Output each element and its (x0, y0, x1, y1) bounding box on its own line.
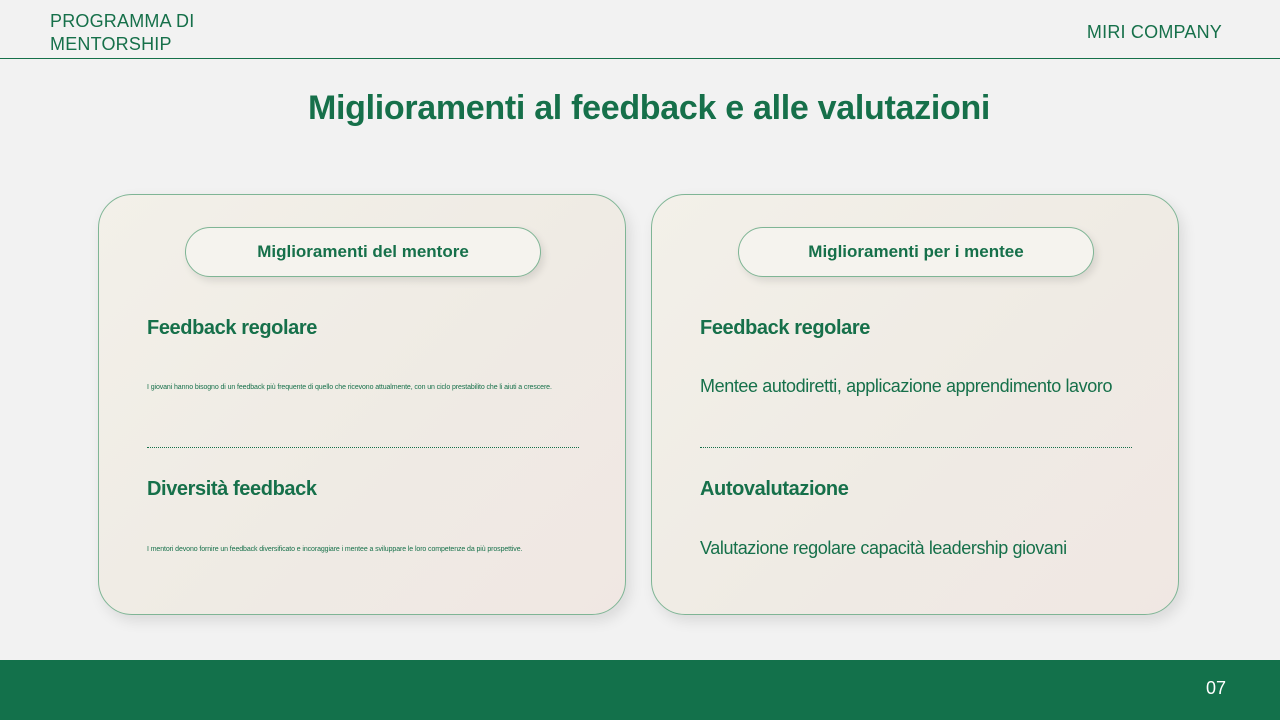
mentee-improvements-pill: Miglioramenti per i mentee (738, 227, 1094, 277)
section-heading: Feedback regolare (147, 317, 317, 339)
section-text: I mentori devono fornire un feedback diversificato e incoraggiare i mentee a sviluppare le loro competenze da più prospettive. (147, 546, 523, 553)
section-text: Valutazione regolare capacità leadership giovani (700, 538, 1067, 558)
mentee-improvements-card (651, 194, 1179, 615)
program-title: PROGRAMMA DI MENTORSHIP (50, 11, 195, 54)
mentor-improvements-card (98, 194, 626, 615)
section-heading: Diversità feedback (147, 478, 317, 500)
section-divider (147, 447, 579, 448)
mentor-improvements-pill: Miglioramenti del mentore (185, 227, 541, 277)
section-text: I giovani hanno bisogno di un feedback più frequente di quello che ricevono attualmente, con un ciclo prestabilito che li aiuti a crescere. (147, 384, 552, 391)
slide-title: Miglioramenti al feedback e alle valutazioni (307, 89, 991, 127)
section-text: Mentee autodiretti, applicazione apprendimento lavoro (700, 376, 1113, 396)
footer-bar (0, 660, 1280, 720)
header-divider (0, 58, 1280, 59)
section-divider (700, 447, 1132, 448)
company-name: MIRI COMPANY (1086, 22, 1222, 42)
page-number: 07 (1205, 678, 1226, 698)
section-heading: Feedback regolare (700, 317, 870, 339)
section-heading: Autovalutazione (700, 478, 849, 500)
